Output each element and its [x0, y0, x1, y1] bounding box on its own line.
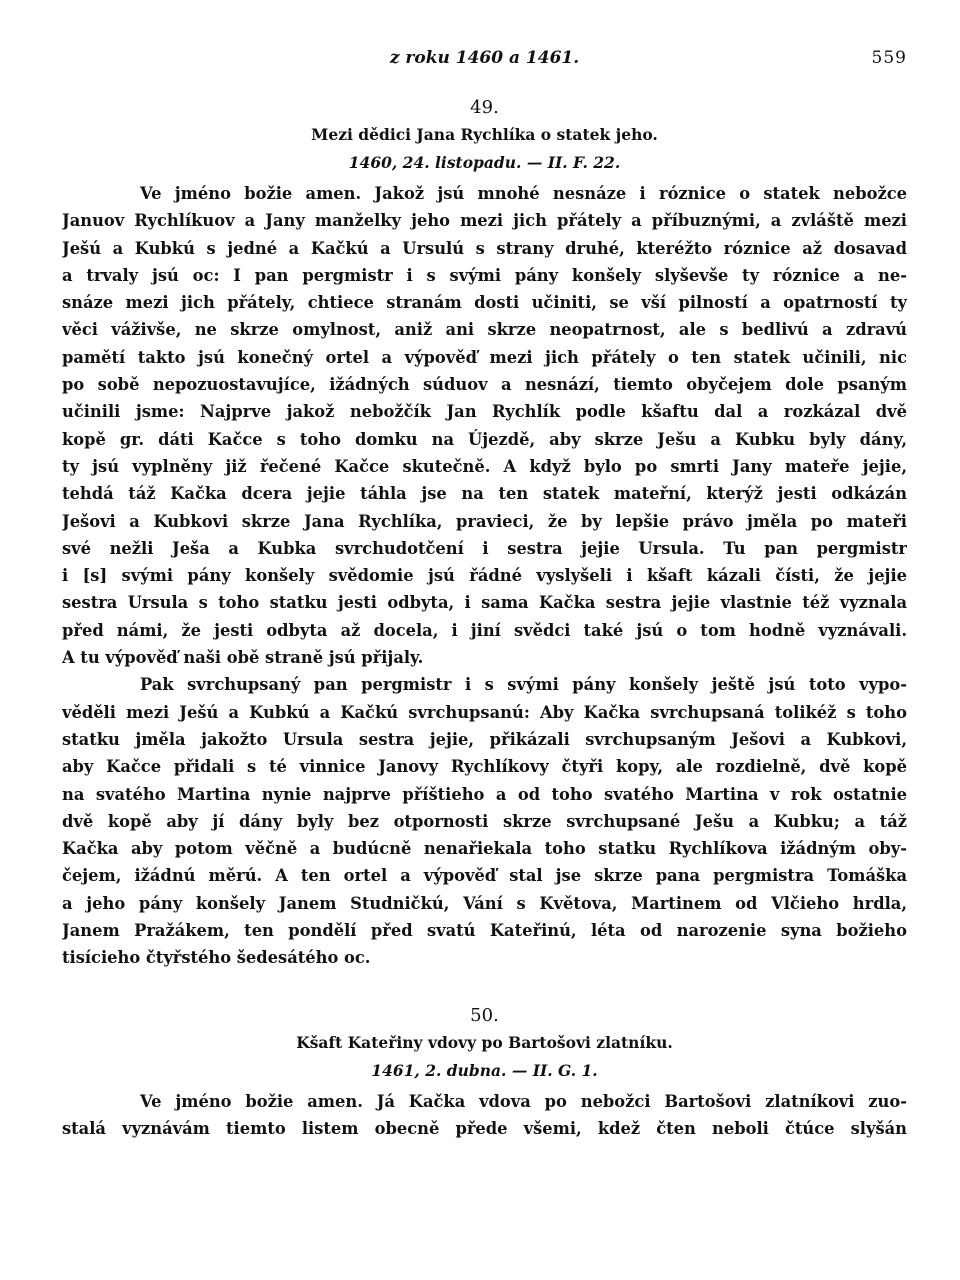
text-line: stalá vyznávám tiemto listem obecně přede všemi, kdež čten neboli čtúce slyšán: [62, 1118, 907, 1138]
text-line: Ješú a Kubkú s jedné a Kačkú a Ursulú s strany druhé, kteréžto róznice až dosavad: [62, 238, 907, 258]
document-50-paragraph-1: [62, 1088, 907, 1143]
text-line: po sobě nepozuostavujíce, ižádných súduov a nesnází, tiemto obyčejem dole psaným: [62, 375, 907, 395]
document-50: [62, 1004, 907, 1143]
text-line: tisícieho čtyřstého šedesátého oc.: [62, 948, 371, 968]
text-line: sestra Ursula s toho statku jesti odbyta, i sama Kačka sestra jejie vlastnie též vyznala: [62, 593, 907, 613]
text-line: věci váživše, ne skrze omylnost, aniž ani skrze neopatrnost, ale s bedlivú a zdravú: [62, 320, 907, 340]
document-50-date: 1461, 2. dubna. — II. G. 1.: [371, 1060, 598, 1080]
text-line: aby Kačce přidali s té vinnice Janovy Rychlíkovy čtyři kopy, ale rozdielně, dvě kopě: [62, 757, 907, 777]
document-50-title: Kšaft Kateřiny vdovy po Bartošovi zlatníku.: [296, 1032, 673, 1052]
running-head-title: z roku 1460 a 1461.: [389, 48, 580, 68]
document-49-paragraph-1: [62, 180, 907, 671]
text-line: věděli mezi Ješú a Kubkú a Kačkú svrchupsanú: Aby Kačka svrchupsaná tolikéž s toho: [62, 702, 907, 722]
text-line: kopě gr. dáti Kačce s toho domku na Újezdě, aby skrze Ješu a Kubku byly dány,: [62, 429, 907, 449]
text-line: pamětí takto jsú konečný ortel a výpověď mezi jich přátely o ten statek učinili, nic: [62, 347, 907, 367]
text-line: ty jsú vyplněny již řečené Kačce skutečně. A když bylo po smrti Jany mateře jejie,: [62, 456, 907, 476]
document-49: [62, 96, 907, 972]
text-line: statku jměla jakožto Ursula sestra jejie, přikázali svrchupsaným Ješovi a Kubkovi,: [62, 729, 907, 749]
text-line: před námi, že jesti odbyta až docela, i jiní svědci také jsú o tom hodně vyznávali.: [62, 620, 907, 640]
text-line: své nežli Ješa a Kubka svrchudotčení i sestra jejie Ursula. Tu pan pergmistr: [62, 538, 907, 558]
text-line: Pak svrchupsaný pan pergmistr i s svými pány konšely ještě jsú toto vypo-: [140, 675, 907, 695]
text-line: dvě kopě aby jí dány byly bez otpornosti skrze svrchupsané Ješu a Kubku; a táž: [62, 811, 907, 831]
text-line: a trvaly jsú oc: I pan pergmistr i s svými pány konšely slyševše ty róznice a ne-: [62, 265, 907, 285]
document-49-number: 49.: [470, 97, 499, 118]
text-line: tehdá táž Kačka dcera jejie táhla jse na ten statek mateřní, kterýž jesti odkázán: [62, 484, 907, 504]
document-49-paragraph-2: [62, 671, 907, 971]
document-50-number: 50.: [470, 1004, 499, 1026]
running-head: [62, 48, 907, 78]
text-line: i [s] svými pány konšely svědomie jsú řádné vyslyšeli i kšaft kázali čísti, že jejie: [62, 566, 907, 586]
text-line: a jeho pány konšely Janem Studničkú, Vání s Květova, Martinem od Vlčieho hrdla,: [62, 893, 907, 913]
text-line: Ve jméno božie amen. Jakož jsú mnohé nesnáze i róznice o statek nebožce: [140, 184, 907, 203]
text-line: snáze mezi jich přátely, chtiece stranám dosti učiniti, se vší pilností a opatrností ty: [62, 293, 907, 313]
document-49-date: 1460, 24. listopadu. — II. F. 22.: [348, 153, 621, 172]
text-line: na svatého Martina nynie najprve příštieho a od toho svatého Martina v rok ostatnie: [62, 784, 907, 804]
text-line: učinili jsme: Najprve jakož nebožčík Jan Rychlík podle kšaftu dal a rozkázal dvě: [62, 402, 907, 422]
document-49-title: Mezi dědici Jana Rychlíka o statek jeho.: [311, 125, 658, 144]
text-line: Januov Rychlíkuov a Jany manželky jeho mezi jich přátely a příbuznými, a zvláště mezi: [62, 211, 907, 231]
text-line: Ješovi a Kubkovi skrze Jana Rychlíka, pravieci, že by lepšie právo jměla po mateři: [62, 511, 907, 531]
text-line: čejem, ižádnú měrú. A ten ortel a výpověď stal jse skrze pana pergmistra Tomáška: [62, 866, 907, 886]
text-line: Ve jméno božie amen. Já Kačka vdova po nebožci Bartošovi zlatníkovi zuo-: [140, 1091, 907, 1111]
text-line: A tu výpověď naši obě straně jsú přijaly.: [62, 648, 424, 668]
book-page: [62, 48, 907, 1142]
text-line: Janem Pražákem, ten pondělí před svatú Kateřinú, léta od narozenie syna božieho: [62, 921, 907, 941]
text-line: Kačka aby potom věčně a budúcně nenařiekala toho statku Rychlíkova ižádným oby-: [62, 839, 907, 859]
page-number: 559: [871, 48, 907, 68]
